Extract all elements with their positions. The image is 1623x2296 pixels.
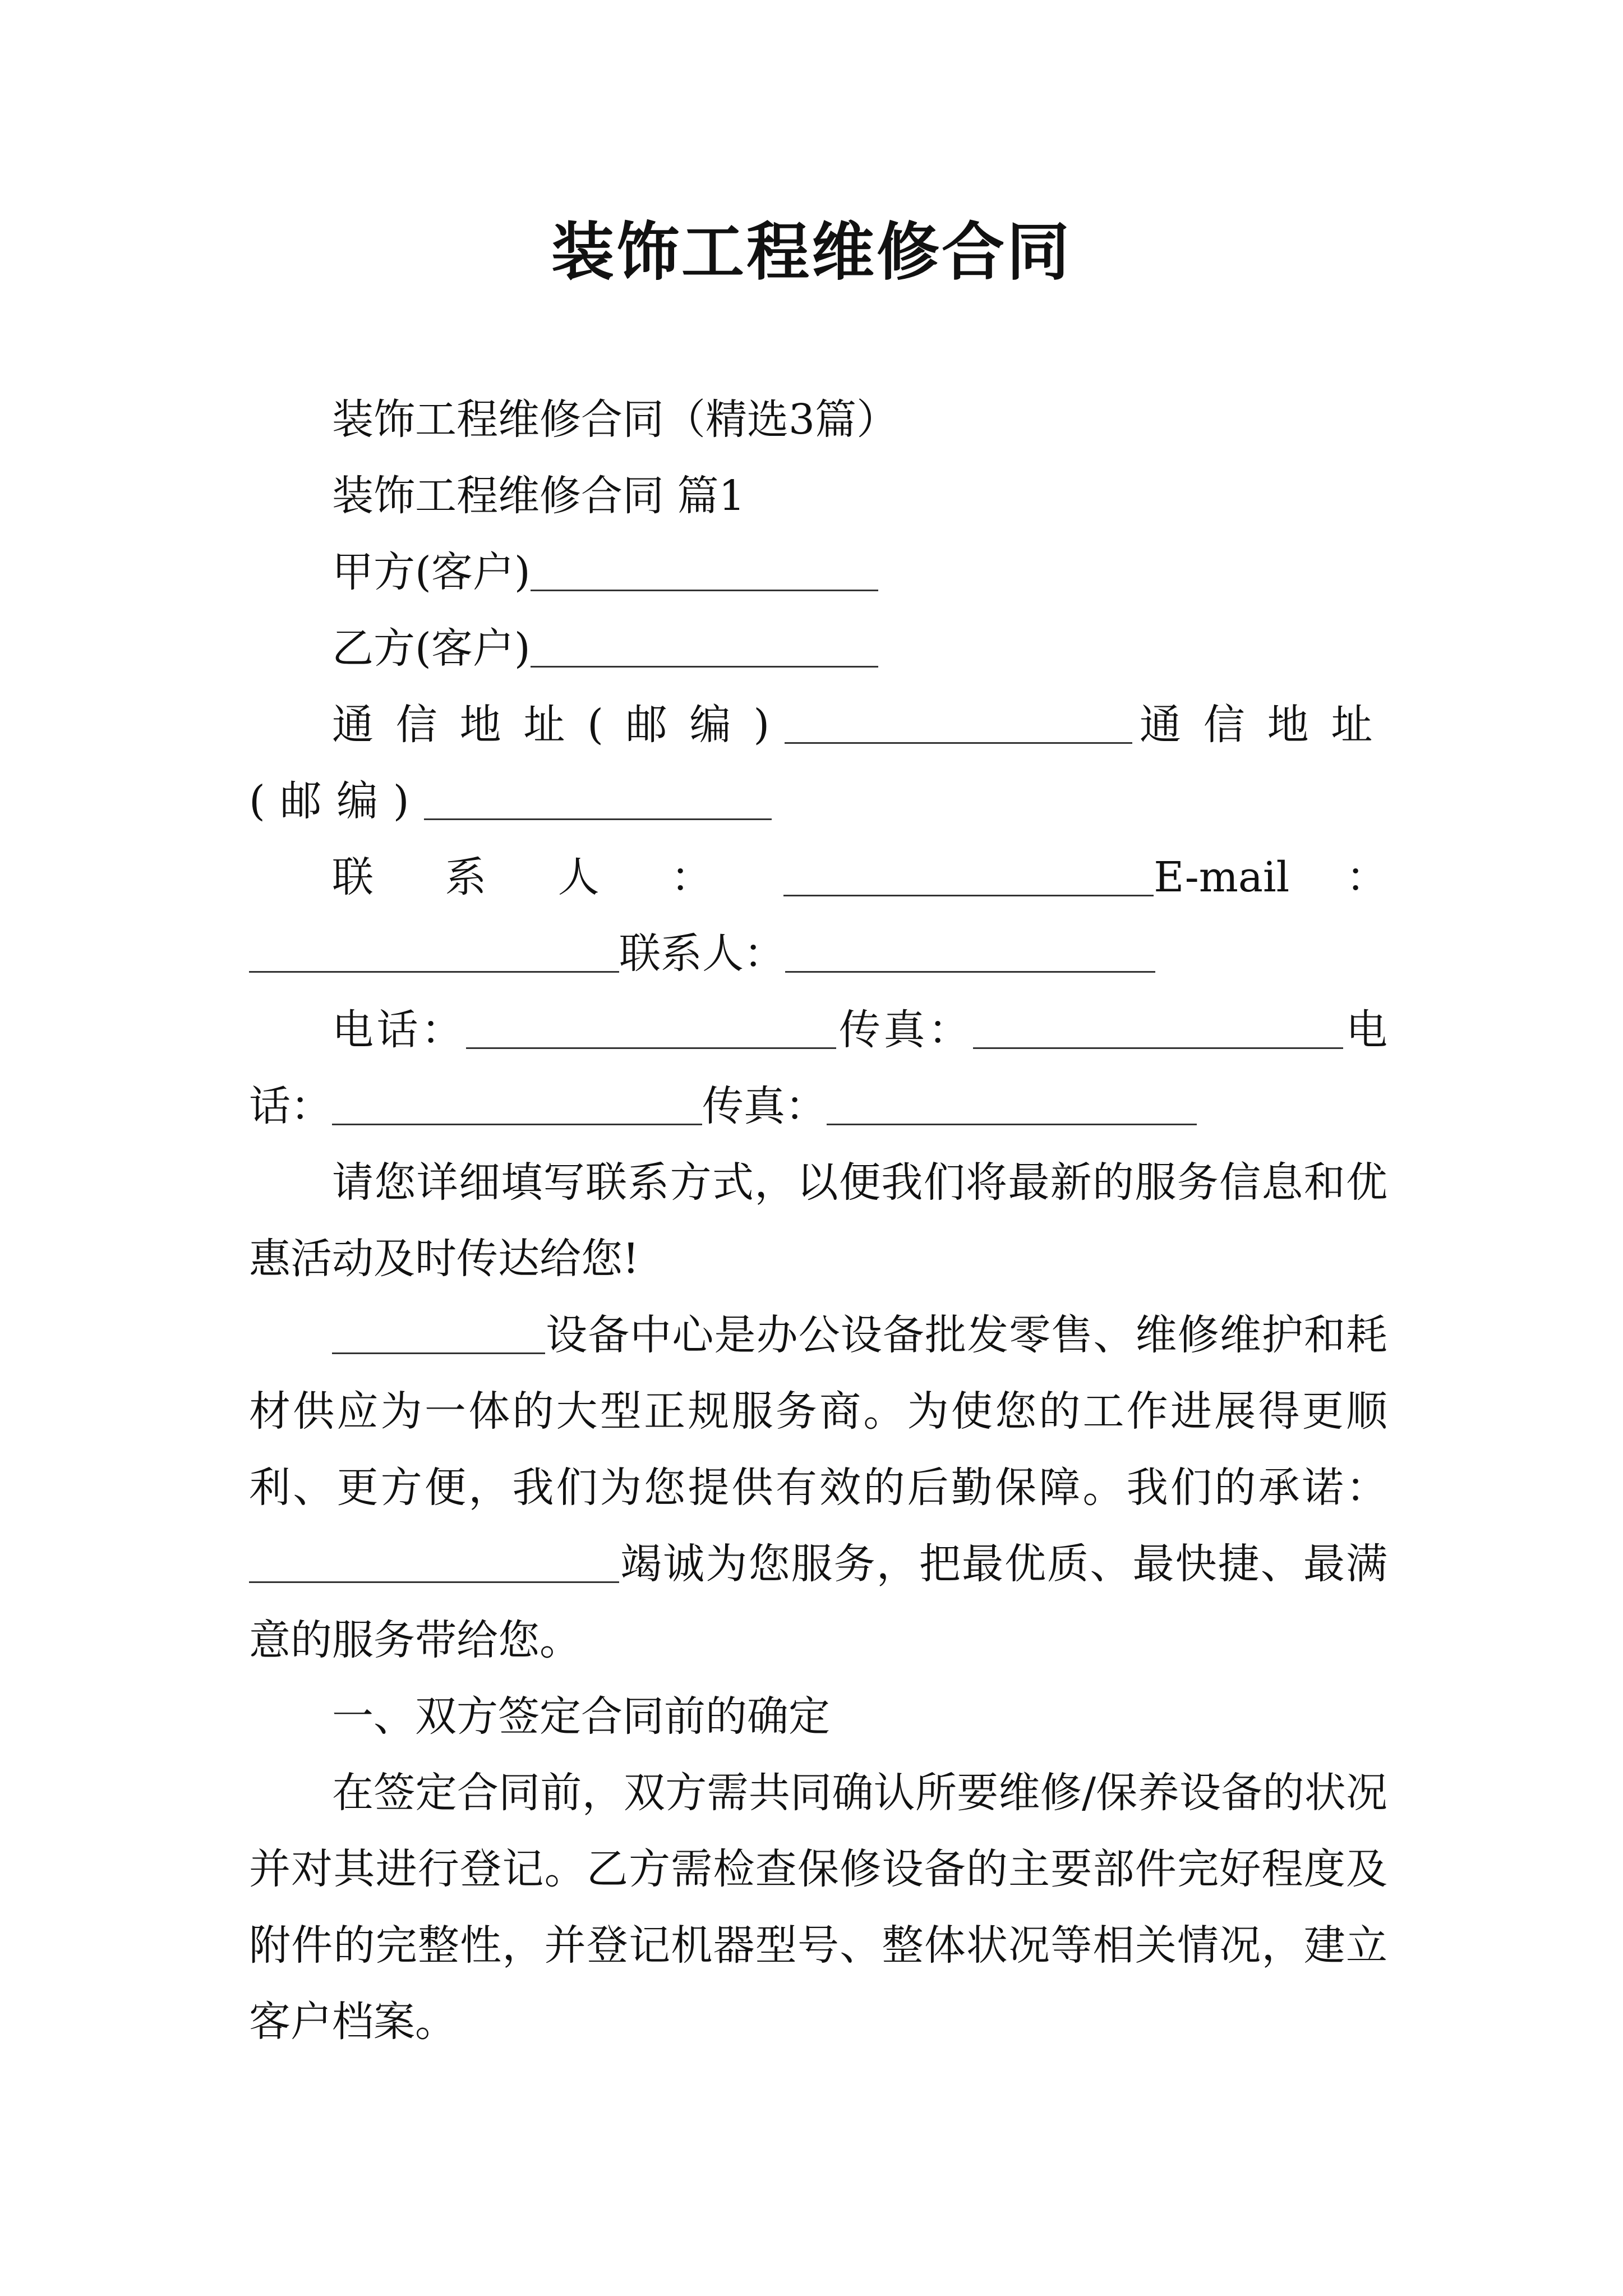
company-name-blank[interactable] xyxy=(332,1311,545,1354)
subtitle: 装饰工程维修合同（精选3篇） xyxy=(332,395,898,444)
party-b-label: 乙方(客户) xyxy=(332,624,531,673)
fax-label-a: 传真： xyxy=(836,1006,973,1054)
phone-label-a: 电话： xyxy=(332,1006,466,1054)
party-b-line xyxy=(249,610,1387,687)
contact-line xyxy=(249,839,1387,992)
party-a-line xyxy=(249,534,1387,610)
notice-paragraph: 请您详细填写联系方式，以便我们将最新的服务信息和优惠活动及时传达给您! xyxy=(249,1158,1387,1283)
phone-line xyxy=(249,992,1387,1144)
address-b-blank[interactable] xyxy=(424,777,772,820)
party-a-label: 甲方(客户) xyxy=(332,548,531,596)
address-a-blank[interactable] xyxy=(785,701,1132,744)
part-heading: 装饰工程维修合同 篇1 xyxy=(332,472,745,520)
party-a-blank[interactable] xyxy=(531,548,878,591)
address-label-a: 通信地址(邮编) xyxy=(332,701,785,749)
section1-heading: 一、双方签定合同前的确定 xyxy=(332,1692,830,1741)
intro-paragraph xyxy=(249,1297,1387,1678)
email-label: E-mail： xyxy=(1154,853,1387,901)
contact-b-blank[interactable] xyxy=(785,930,1155,973)
email-blank[interactable] xyxy=(249,930,619,973)
section1-body: 在签定合同前，双方需共同确认所要维修/保养设备的状况并对其进行登记。乙方需检查保修设备的主要部件完好程度及附件的完整性，并登记机器型号、整体状况等相关情况，建立客户档案。 xyxy=(249,1769,1387,2046)
fax-a-blank[interactable] xyxy=(973,1006,1343,1049)
phone-label-b: 电话： xyxy=(249,1006,1387,1130)
intro-part2: 竭诚为您服务，把最优质、最快捷、最满意的服务带给您。 xyxy=(249,1540,1387,1664)
fax-b-blank[interactable] xyxy=(827,1082,1197,1125)
document-title: 装饰工程维修合同 xyxy=(551,215,1072,289)
contact-label-b: 联系人： xyxy=(619,930,785,978)
phone-a-blank[interactable] xyxy=(466,1006,836,1049)
intro-part1: 设备中心是办公设备批发零售、维修维护和耗材供应为一体的大型正规服务商。为使您的工作进展得更顺利、更方便，我们为您提供有效的后勤保障。我们的承诺： xyxy=(249,1311,1387,1512)
fax-label-b: 传真： xyxy=(702,1082,827,1130)
promise-blank[interactable] xyxy=(249,1540,619,1583)
party-b-blank[interactable] xyxy=(531,624,878,668)
address-label-b: 通信地址(邮编) xyxy=(249,701,1387,825)
contact-a-blank[interactable] xyxy=(783,853,1154,896)
document-body xyxy=(249,381,1387,2060)
phone-b-blank[interactable] xyxy=(332,1082,702,1125)
contact-label-a: 联系人： xyxy=(332,853,784,901)
address-line xyxy=(249,687,1387,839)
